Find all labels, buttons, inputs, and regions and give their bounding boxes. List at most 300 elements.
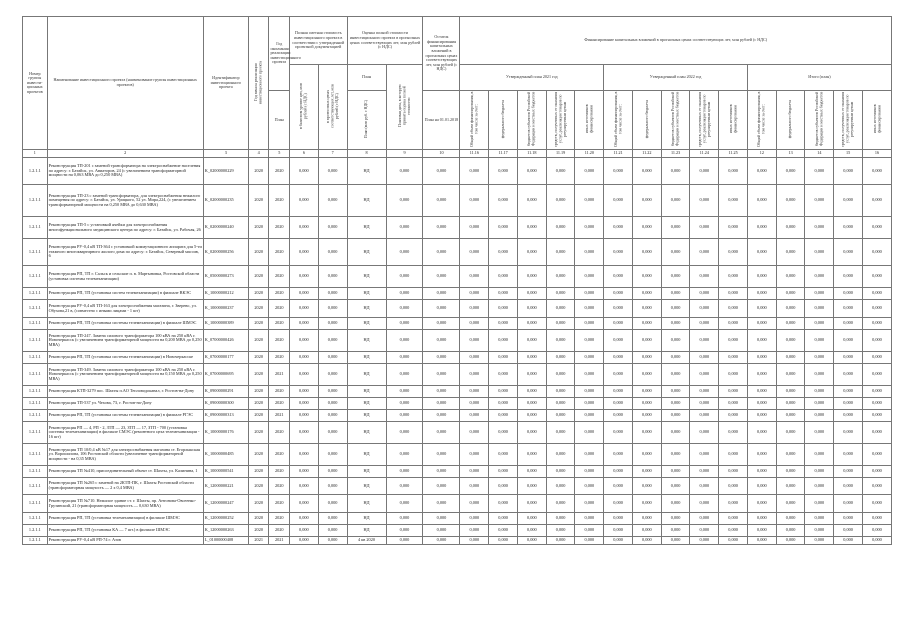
financing-value: 0,000	[661, 352, 690, 364]
end-year: 2020	[269, 398, 290, 410]
col-2021-reg: бюджетов субъектов Российской Федерации и местных бюджетов	[517, 91, 546, 150]
financing-value: 0,000	[632, 300, 661, 318]
estimate-value: 0,000	[386, 495, 423, 513]
cost-prices-value: 0,000	[318, 288, 347, 300]
cost-prices-value: 0,000	[318, 300, 347, 318]
financing-value: 0,000	[575, 185, 604, 217]
project-name: Реконструкция РП — 4, РП - 2, ЗТП — 23, ЗТП — 17, ЗТП - 700 (установка системы телемеханизации) в филиале СМЭС (ремонтного цеха телемеханизации - 16 шт)	[47, 422, 203, 444]
financing-value: 0,000	[517, 386, 546, 398]
row-number: 1.2.1.1	[23, 318, 48, 330]
financing-value: 0,000	[489, 288, 518, 300]
financing-value: 0,000	[632, 158, 661, 185]
col-cost-estimate: Оценка полной стоимости инвестиционного проекта в прогнозных ценах соответствующих лет, млн рублей (с НДС)	[347, 17, 423, 65]
plan-date-value: НД	[347, 239, 386, 266]
col-plan-2022: Утвержденный план 2022 год	[604, 65, 748, 91]
financing-value: 0,000	[834, 525, 863, 537]
financing-value: 0,000	[489, 386, 518, 398]
start-year: 2020	[248, 466, 269, 478]
financing-value: 0,000	[776, 185, 805, 217]
project-id: K_10000000176	[203, 422, 248, 444]
col-plan-label: План	[347, 65, 386, 91]
financing-value: 0,000	[862, 495, 891, 513]
financing-value: 0,000	[834, 158, 863, 185]
financing-value: 0,000	[747, 330, 776, 352]
financing-value: 0,000	[805, 525, 834, 537]
col-cost-basis: в базисном уровне цен, млн рублей (с НДС)	[290, 65, 319, 150]
column-number: 11.18	[517, 150, 546, 158]
col-total-own: средств, полученных от оказания услуг, реализации товаров по регулируемым ценам	[834, 91, 863, 150]
project-id: K_09000000291	[203, 386, 248, 398]
project-id: K_10000000541	[203, 466, 248, 478]
financing-value: 0,000	[575, 300, 604, 318]
cost-basis-value: 0,000	[290, 330, 319, 352]
financing-value: 0,000	[690, 185, 719, 217]
financing-value: 0,000	[575, 525, 604, 537]
financing-value: 0,000	[546, 239, 575, 266]
financing-value: 0,000	[604, 444, 633, 466]
financing-value: 0,000	[834, 398, 863, 410]
plan-date-value: 4 кв 2020	[347, 537, 386, 545]
financing-value: 0,000	[719, 288, 748, 300]
financing-value: 0,000	[862, 239, 891, 266]
financing-value: 0,000	[423, 495, 460, 513]
cost-basis-value: 0,000	[290, 525, 319, 537]
col-end-plan: План	[269, 91, 290, 150]
financing-value: 0,000	[517, 537, 546, 545]
financing-value: 0,000	[776, 444, 805, 466]
financing-value: 0,000	[719, 422, 748, 444]
financing-value: 0,000	[747, 466, 776, 478]
financing-value: 0,000	[575, 266, 604, 288]
cost-prices-value: 0,000	[318, 410, 347, 422]
col-2021-own: средств, полученных от оказания услуг, реализации товаров по регулируемым ценам	[546, 91, 575, 150]
col-end-year: Год окончания реализации инвестиционного проекта	[269, 17, 290, 91]
financing-value: 0,000	[690, 466, 719, 478]
financing-value: 0,000	[690, 217, 719, 239]
financing-value: 0,000	[423, 513, 460, 525]
financing-value: 0,000	[719, 352, 748, 364]
estimate-value: 0,000	[386, 352, 423, 364]
cost-prices-value: 0,000	[318, 478, 347, 495]
financing-value: 0,000	[546, 318, 575, 330]
financing-value: 0,000	[517, 288, 546, 300]
table-row	[23, 422, 892, 444]
cost-basis-value: 0,000	[290, 386, 319, 398]
financing-value: 0,000	[517, 495, 546, 513]
column-number: 6	[290, 150, 319, 158]
end-year: 2020	[269, 158, 290, 185]
row-number: 1.2.1.1	[23, 330, 48, 352]
financing-value: 0,000	[546, 398, 575, 410]
financing-value: 0,000	[690, 300, 719, 318]
financing-value: 0,000	[632, 444, 661, 466]
row-number: 1.2.1.1	[23, 239, 48, 266]
project-name: Реконструкция ТП-23 с заменой трансформатора, для электроснабжения нежилого помещения по адресу: г. Батайск, ул. Урицкого, 52 ул. Мира,224, (с увеличением трансформаторной мощности на 0,250 МВА до 0,630 МВА)	[47, 185, 203, 217]
project-id: K_07000000426	[203, 330, 248, 352]
financing-value: 0,000	[862, 444, 891, 466]
col-plan-2021: Утвержденный план 2021 год	[460, 65, 604, 91]
column-number: 2	[47, 150, 203, 158]
financing-value: 0,000	[776, 410, 805, 422]
financing-value: 0,000	[632, 318, 661, 330]
financing-value: 0,000	[575, 444, 604, 466]
table-row	[23, 364, 892, 386]
financing-value: 0,000	[460, 410, 489, 422]
row-number: 1.2.1.1	[23, 185, 48, 217]
financing-value: 0,000	[834, 495, 863, 513]
financing-value: 0,000	[719, 266, 748, 288]
financing-value: 0,000	[661, 537, 690, 545]
financing-value: 0,000	[805, 300, 834, 318]
investment-projects-table	[22, 16, 892, 545]
project-id: K_07000000177	[203, 352, 248, 364]
financing-value: 0,000	[632, 217, 661, 239]
financing-value: 0,000	[747, 410, 776, 422]
financing-value: 0,000	[460, 352, 489, 364]
financing-value: 0,000	[776, 386, 805, 398]
financing-value: 0,000	[776, 478, 805, 495]
start-year: 2020	[248, 444, 269, 466]
table-row	[23, 239, 892, 266]
start-year: 2020	[248, 364, 269, 386]
financing-value: 0,000	[517, 318, 546, 330]
end-year: 2020	[269, 495, 290, 513]
plan-date-value: НД	[347, 444, 386, 466]
col-start-year: Год начала реализации инвестиционного проекта	[248, 17, 269, 150]
financing-value: 0,000	[423, 217, 460, 239]
financing-value: 0,000	[776, 288, 805, 300]
project-id: K_12000000221	[203, 478, 248, 495]
project-id: L_01000000408	[203, 537, 248, 545]
column-number: 11.17	[489, 150, 518, 158]
financing-value: 0,000	[747, 422, 776, 444]
financing-value: 0,000	[489, 495, 518, 513]
financing-value: 0,000	[661, 318, 690, 330]
financing-value: 0,000	[604, 364, 633, 386]
col-2022-total: Общий объем финансирования, в том числе за счет:	[604, 91, 633, 150]
start-year: 2020	[248, 300, 269, 318]
financing-value: 0,000	[517, 478, 546, 495]
financing-value: 0,000	[834, 364, 863, 386]
project-name: Реконструкция РУ-0,4 кВ ТП-163 для электроснабжения магазина, г. Зверево, ул. Обухова,21 в, (совместно с иными лицами - 1 шт)	[47, 300, 203, 318]
financing-value: 0,000	[776, 537, 805, 545]
financing-value: 0,000	[489, 513, 518, 525]
financing-value: 0,000	[632, 266, 661, 288]
col-total-fed: федерального бюджета	[776, 91, 805, 150]
financing-value: 0,000	[834, 318, 863, 330]
financing-value: 0,000	[862, 300, 891, 318]
financing-value: 0,000	[805, 185, 834, 217]
financing-value: 0,000	[834, 513, 863, 525]
financing-value: 0,000	[805, 330, 834, 352]
financing-value: 0,000	[604, 386, 633, 398]
row-number: 1.2.1.1	[23, 422, 48, 444]
end-year: 2020	[269, 386, 290, 398]
column-number: 15	[834, 150, 863, 158]
financing-value: 0,000	[834, 266, 863, 288]
financing-value: 0,000	[632, 537, 661, 545]
financing-value: 0,000	[805, 466, 834, 478]
financing-value: 0,000	[661, 217, 690, 239]
column-number: 11.24	[690, 150, 719, 158]
financing-value: 0,000	[460, 537, 489, 545]
col-remaining-year: План на 01.01.2018	[423, 91, 460, 150]
table-row	[23, 525, 892, 537]
start-year: 2020	[248, 352, 269, 364]
financing-value: 0,000	[632, 239, 661, 266]
investment-table-sheet	[22, 16, 892, 545]
financing-value: 0,000	[546, 288, 575, 300]
project-name: Реконструкция ТП-5 с установкой ячейки для электроснабжения многофункционального медицинского центра по адресу: г. Батайск, ул. Рабочая, 26	[47, 217, 203, 239]
financing-value: 0,000	[575, 466, 604, 478]
financing-value: 0,000	[834, 217, 863, 239]
financing-value: 0,000	[776, 318, 805, 330]
project-name: Реконструкция ТП-201 с заменой трансформатора на электроснабжение населения по адресу: г. Батайск, ул. Авиаторов, 24 (с увеличением трансформаторной мощности на 0,063 МВА до 0,250 МВА)	[47, 158, 203, 185]
estimate-value: 0,000	[386, 330, 423, 352]
financing-value: 0,000	[632, 185, 661, 217]
financing-value: 0,000	[423, 185, 460, 217]
financing-value: 0,000	[489, 300, 518, 318]
financing-value: 0,000	[862, 318, 891, 330]
financing-value: 0,000	[423, 364, 460, 386]
table-row	[23, 288, 892, 300]
project-name: Реконструкция ТП-349. Замена силового трансформатора 100 кВА на 250 кВА г. Новочеркасск (с увеличением трансформаторной мощности на 0,150 МВА до 0,250 МВА)	[47, 364, 203, 386]
cost-prices-value: 0,000	[318, 513, 347, 525]
project-id: K_02000000235	[203, 185, 248, 217]
end-year: 2020	[269, 239, 290, 266]
financing-value: 0,000	[776, 398, 805, 410]
row-number: 1.2.1.1	[23, 410, 48, 422]
financing-value: 0,000	[423, 525, 460, 537]
plan-date-value: НД	[347, 495, 386, 513]
column-number: 11.16	[460, 150, 489, 158]
project-name: Реконструкция ТП-537 ул. Чехова, 73, г. Ростов-на-Дону	[47, 398, 203, 410]
financing-value: 0,000	[690, 318, 719, 330]
financing-value: 0,000	[719, 364, 748, 386]
cost-basis-value: 0,000	[290, 478, 319, 495]
financing-value: 0,000	[661, 386, 690, 398]
financing-value: 0,000	[776, 300, 805, 318]
financing-value: 0,000	[834, 537, 863, 545]
row-number: 1.2.1.1	[23, 444, 48, 466]
financing-value: 0,000	[747, 444, 776, 466]
financing-value: 0,000	[690, 495, 719, 513]
project-name: Реконструкция ТП №410, присоединительный объект ст. Шахты, ул. Калинина, 1	[47, 466, 203, 478]
table-row	[23, 352, 892, 364]
financing-value: 0,000	[604, 410, 633, 422]
financing-value: 0,000	[719, 444, 748, 466]
financing-value: 0,000	[862, 422, 891, 444]
financing-value: 0,000	[834, 410, 863, 422]
plan-date-value: НД	[347, 158, 386, 185]
financing-value: 0,000	[604, 239, 633, 266]
end-year: 2021	[269, 537, 290, 545]
column-number: 10	[423, 150, 460, 158]
financing-value: 0,000	[661, 466, 690, 478]
financing-value: 0,000	[460, 495, 489, 513]
cost-basis-value: 0,000	[290, 352, 319, 364]
table-row	[23, 495, 892, 513]
financing-value: 0,000	[632, 495, 661, 513]
col-project-id: Идентификатор инвестиционного проекта	[203, 17, 248, 150]
financing-value: 0,000	[747, 364, 776, 386]
start-year: 2020	[248, 239, 269, 266]
row-number: 1.2.1.1	[23, 386, 48, 398]
project-name: Реконструкция РУ-0,4 кВ РП-74 г. Азов	[47, 537, 203, 545]
financing-value: 0,000	[517, 158, 546, 185]
start-year: 2020	[248, 495, 269, 513]
col-2021-fed: федерального бюджета	[489, 91, 518, 150]
financing-value: 0,000	[489, 185, 518, 217]
financing-value: 0,000	[460, 158, 489, 185]
plan-date-value: НД	[347, 422, 386, 444]
financing-value: 0,000	[719, 495, 748, 513]
project-name: Реконструкция РП, ТП г. Сальск и сельские п. в. Мартыновка, Ростовской области (установка системы телемеханизации)	[47, 266, 203, 288]
estimate-value: 0,000	[386, 478, 423, 495]
financing-value: 0,000	[423, 158, 460, 185]
financing-value: 0,000	[575, 478, 604, 495]
financing-value: 0,000	[517, 398, 546, 410]
financing-value: 0,000	[575, 513, 604, 525]
financing-value: 0,000	[575, 330, 604, 352]
financing-value: 0,000	[805, 422, 834, 444]
financing-value: 0,000	[661, 266, 690, 288]
financing-value: 0,000	[489, 318, 518, 330]
column-number: 1	[23, 150, 48, 158]
start-year: 2020	[248, 525, 269, 537]
financing-value: 0,000	[776, 513, 805, 525]
financing-value: 0,000	[805, 478, 834, 495]
estimate-value: 0,000	[386, 410, 423, 422]
cost-basis-value: 0,000	[290, 422, 319, 444]
financing-value: 0,000	[805, 410, 834, 422]
financing-value: 0,000	[805, 444, 834, 466]
cost-basis-value: 0,000	[290, 537, 319, 545]
financing-value: 0,000	[661, 185, 690, 217]
table-body	[23, 158, 892, 545]
financing-value: 0,000	[834, 352, 863, 364]
financing-value: 0,000	[575, 537, 604, 545]
financing-value: 0,000	[747, 352, 776, 364]
financing-value: 0,000	[632, 525, 661, 537]
financing-value: 0,000	[805, 513, 834, 525]
financing-value: 0,000	[546, 352, 575, 364]
end-year: 2020	[269, 266, 290, 288]
start-year: 2020	[248, 386, 269, 398]
financing-value: 0,000	[460, 444, 489, 466]
financing-value: 0,000	[661, 410, 690, 422]
financing-value: 0,000	[690, 158, 719, 185]
financing-value: 0,000	[575, 398, 604, 410]
row-number: 1.2.1.1	[23, 217, 48, 239]
financing-value: 0,000	[604, 466, 633, 478]
financing-value: 0,000	[546, 386, 575, 398]
financing-value: 0,000	[575, 158, 604, 185]
project-name: Реконструкция ТП 10/0,4 кВ №17 для электроснабжения магазина ст. Егорлыкская ул. Ворошилова, 106 Ростовской области (увеличение трансформаторной мощности - на 0,35 МВА)	[47, 444, 203, 466]
row-number: 1.2.1.1	[23, 525, 48, 537]
financing-value: 0,000	[690, 410, 719, 422]
financing-value: 0,000	[489, 466, 518, 478]
estimate-value: 0,000	[386, 158, 423, 185]
start-year: 2020	[248, 266, 269, 288]
financing-value: 0,000	[719, 300, 748, 318]
col-2022-other: иных источников финансирования	[719, 91, 748, 150]
financing-value: 0,000	[690, 330, 719, 352]
financing-value: 0,000	[834, 239, 863, 266]
financing-value: 0,000	[460, 364, 489, 386]
end-year: 2021	[269, 410, 290, 422]
financing-value: 0,000	[604, 525, 633, 537]
financing-value: 0,000	[834, 466, 863, 478]
financing-value: 0,000	[489, 410, 518, 422]
financing-value: 0,000	[805, 217, 834, 239]
financing-value: 0,000	[776, 158, 805, 185]
financing-value: 0,000	[834, 386, 863, 398]
project-name: Реконструкция РУ-0,4 кВ ТП-364 с установкой коммутационного аппарата для 5-ти этажного многоквартирного жилого дома по адресу: г. Батайск, Северный массив, 6	[47, 239, 203, 266]
financing-value: 0,000	[690, 478, 719, 495]
financing-value: 0,000	[747, 398, 776, 410]
financing-value: 0,000	[747, 513, 776, 525]
financing-value: 0,000	[661, 422, 690, 444]
project-id: K_02000000256	[203, 239, 248, 266]
project-id: K_07000000695	[203, 364, 248, 386]
col-2021-other: иных источников финансирования	[575, 91, 604, 150]
plan-date-value: НД	[347, 300, 386, 318]
project-name: Реконструкция РП, ТП (установка телемеханизации) в филиале ШМЭС	[47, 513, 203, 525]
financing-value: 0,000	[423, 478, 460, 495]
table-row	[23, 410, 892, 422]
plan-date-value: НД	[347, 410, 386, 422]
table-row	[23, 217, 892, 239]
financing-value: 0,000	[776, 217, 805, 239]
financing-value: 0,000	[719, 158, 748, 185]
col-2022-fed: федерального бюджета	[632, 91, 661, 150]
project-id: K_12000000263	[203, 525, 248, 537]
financing-value: 0,000	[862, 364, 891, 386]
financing-value: 0,000	[690, 398, 719, 410]
financing-value: 0,000	[489, 398, 518, 410]
financing-value: 0,000	[489, 478, 518, 495]
cost-basis-value: 0,000	[290, 495, 319, 513]
financing-value: 0,000	[517, 513, 546, 525]
cost-basis-value: 0,000	[290, 398, 319, 410]
plan-date-value: НД	[347, 398, 386, 410]
start-year: 2020	[248, 513, 269, 525]
col-plan-date: Плановая дата, в которую принята оценка полной стоимости	[386, 65, 423, 150]
financing-value: 0,000	[489, 266, 518, 288]
financing-value: 0,000	[460, 185, 489, 217]
financing-value: 0,000	[517, 266, 546, 288]
financing-value: 0,000	[862, 513, 891, 525]
project-id: K_02000000229	[203, 158, 248, 185]
financing-value: 0,000	[776, 525, 805, 537]
financing-value: 0,000	[632, 410, 661, 422]
col-total-other: иных источников финансирования	[862, 91, 891, 150]
financing-value: 0,000	[460, 217, 489, 239]
financing-value: 0,000	[690, 422, 719, 444]
end-year: 2020	[269, 444, 290, 466]
financing-value: 0,000	[546, 495, 575, 513]
financing-value: 0,000	[661, 239, 690, 266]
start-year: 2020	[248, 422, 269, 444]
financing-value: 0,000	[747, 217, 776, 239]
financing-value: 0,000	[604, 422, 633, 444]
cost-basis-value: 0,000	[290, 158, 319, 185]
financing-value: 0,000	[423, 537, 460, 545]
financing-value: 0,000	[460, 288, 489, 300]
project-id: K_10000000389	[203, 318, 248, 330]
start-year: 2020	[248, 318, 269, 330]
